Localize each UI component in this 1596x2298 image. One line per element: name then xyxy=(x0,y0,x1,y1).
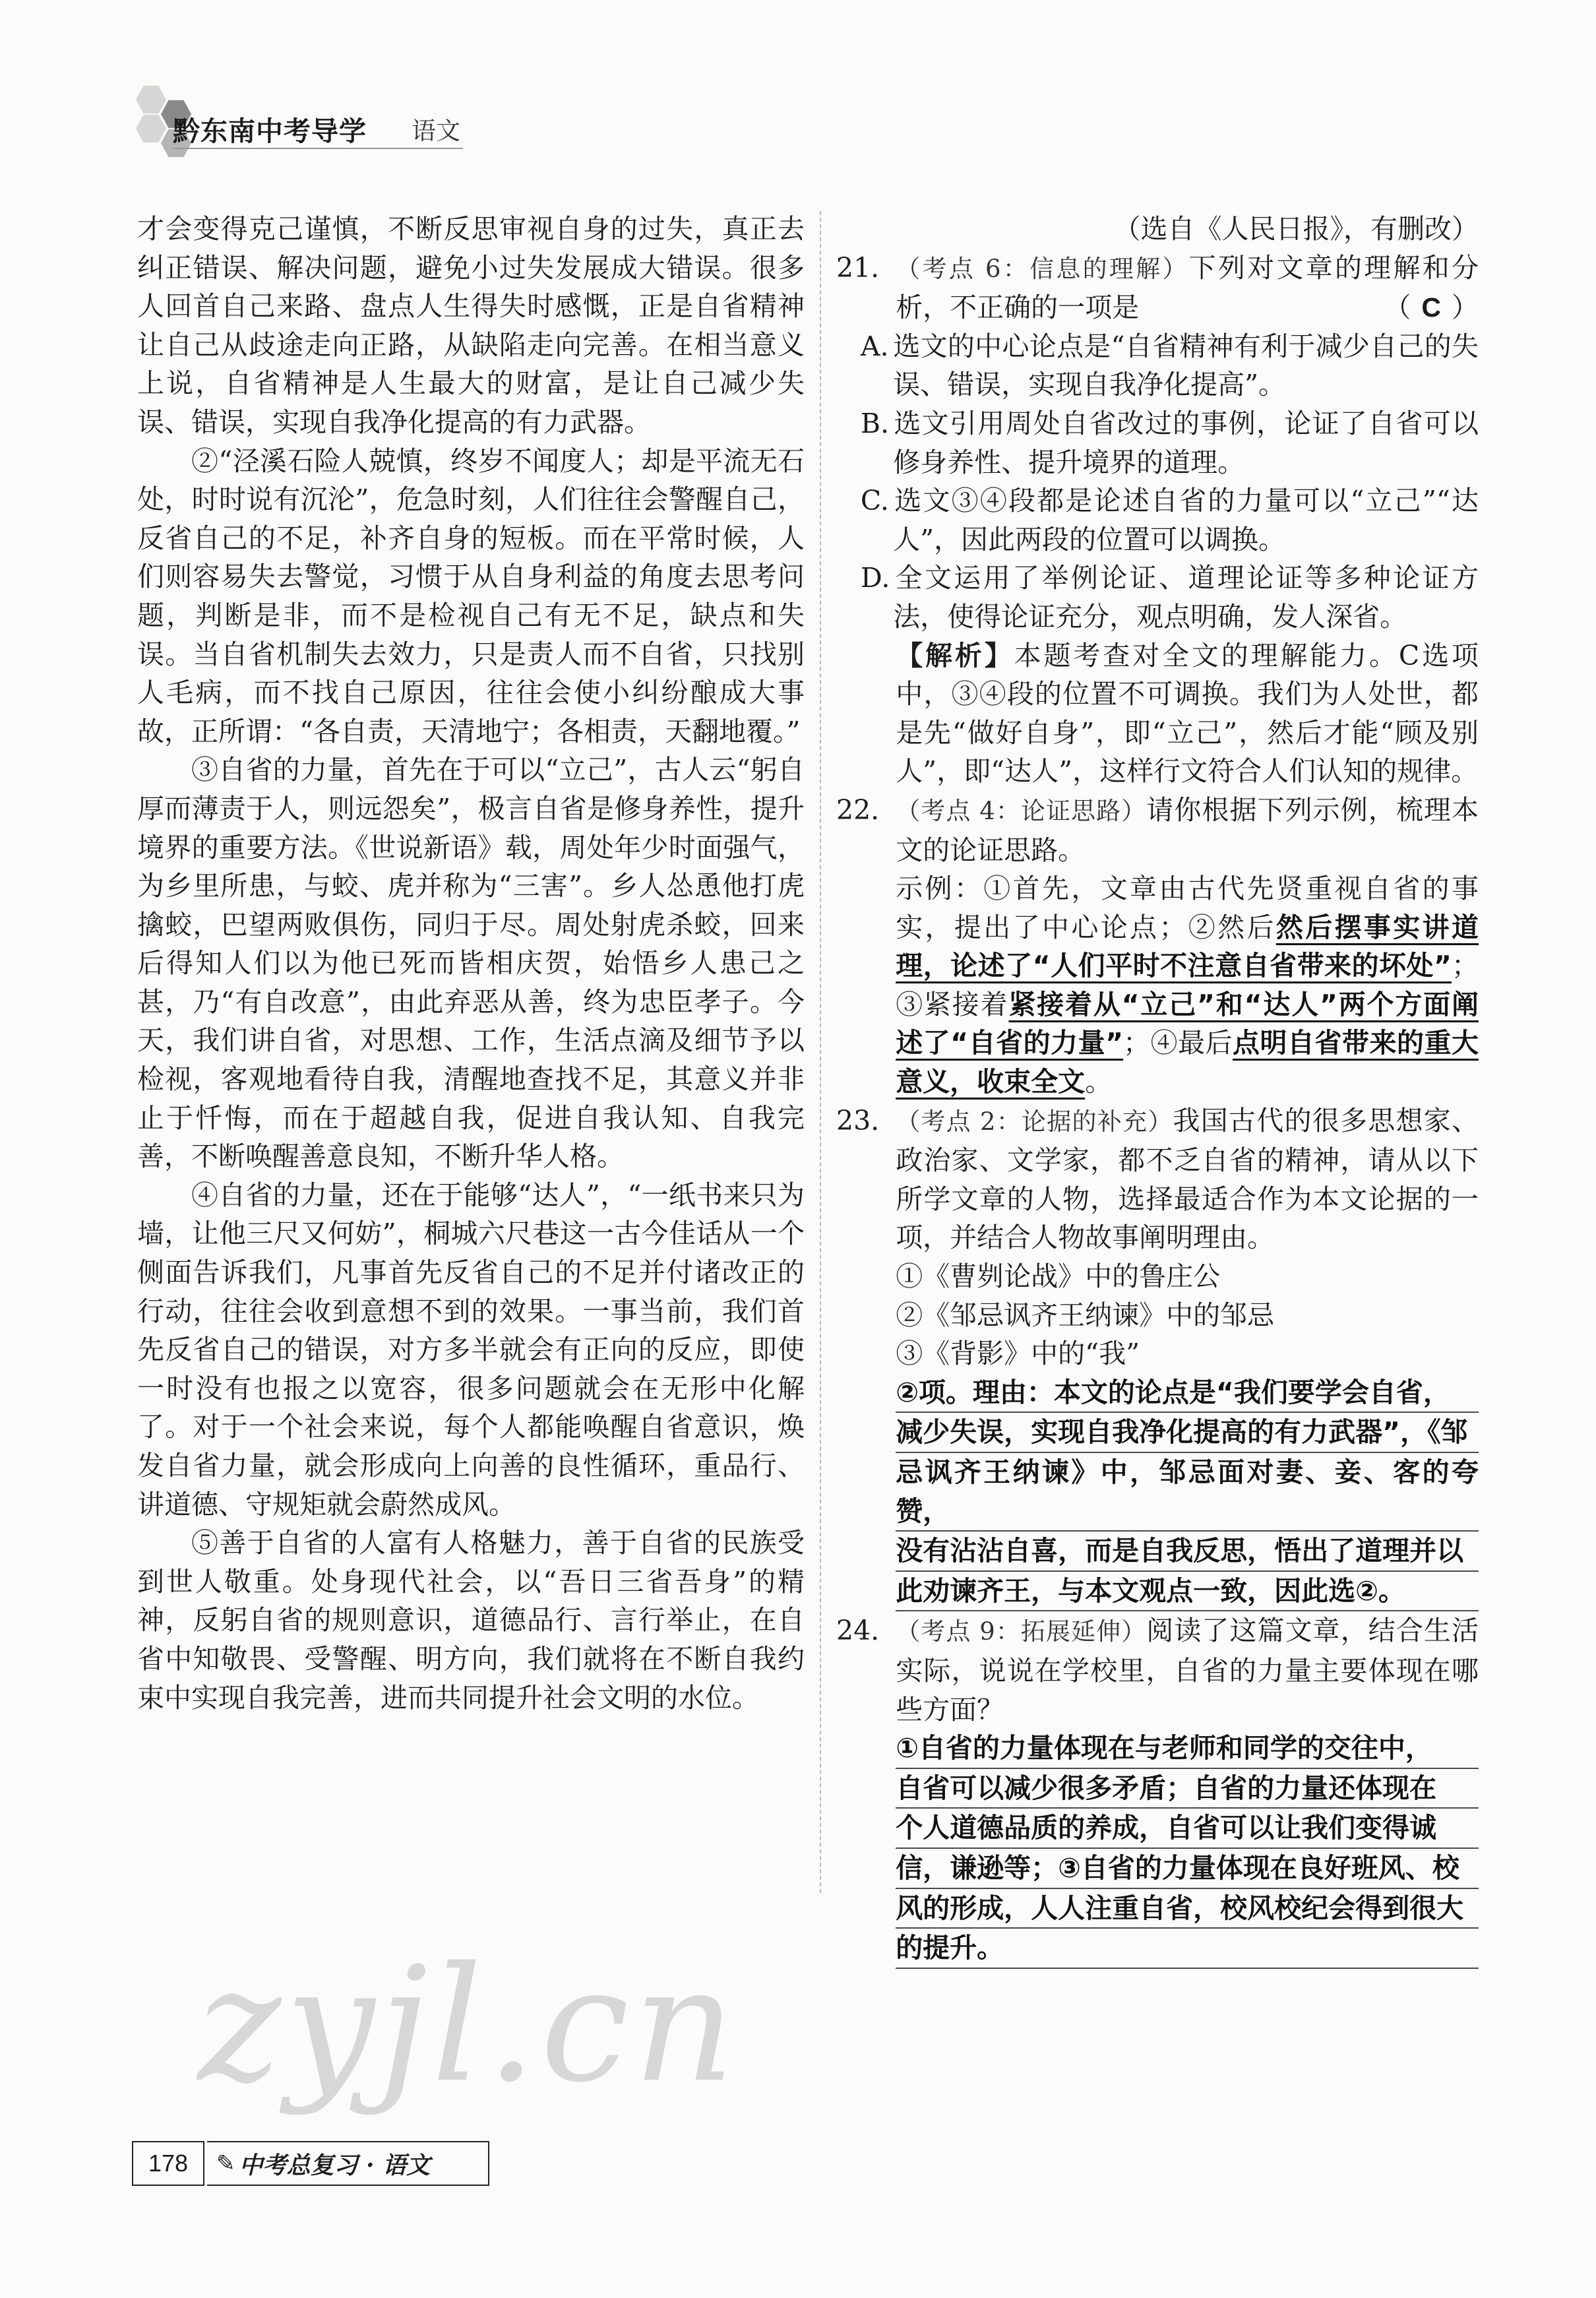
passage-paragraph-3: ③自省的力量，首先在于可以“立己”，古人云“躬自厚而薄责于人，则远怨矣”，极言自省是修身养性，提升境界的重要方法。《世说新语》载，周处年少时面强气，为乡里所患，与蛟、虎并称为“三害”。乡人怂恿他打虎擒蛟，巴望两败俱伤，同归于尽。周处射虎杀蛟，回来后得知人们以为他已死而皆相庆贺，始悟乡人患己之甚，乃“有自改意”，由此弃恶从善，终为忠臣孝子。今天，我们讲自省，对思想、工作，生活点滴及细节予以检视，客观地看待自我，清醒地查找不足，其意义并非止于忏悔，而在于超越自我，促进自我认知、自我完善，不断唤醒善意良知，不断升华人格。 xyxy=(137,754,805,1173)
answer-line: 的提升。 xyxy=(896,1929,1479,1969)
question-24 xyxy=(836,1611,1479,1729)
option-d xyxy=(836,559,1479,636)
column-divider xyxy=(820,211,821,1893)
analysis-text: 本题考查对全文的理解能力。C选项中，③④段的位置不可调换。我们为人处世，都是先“做好自身”，即“立己”，然后才能“顾及别人”，即“达人”，这样行文符合人们认知的规律。 xyxy=(896,639,1479,788)
answer-line: 此劝谏齐王，与本文观点一致，因此选②。 xyxy=(896,1572,1479,1612)
answer-fill-2: 紧接着从“立己”和“达人”两个方面阐述了“自省的力量” xyxy=(896,988,1479,1059)
header-subject: 语文 xyxy=(412,117,460,145)
questions-column xyxy=(836,210,1479,1969)
option-b xyxy=(836,404,1479,481)
bracket-close: ） xyxy=(1452,292,1479,323)
option-label: C. xyxy=(860,485,889,517)
answer-line: 个人道德品质的养成，自省可以让我们变得诚 xyxy=(896,1809,1479,1849)
answer-fill-1: 然后摆事实讲道理，论述了“人们平时不注意自省带来的坏处” xyxy=(896,911,1479,982)
question-stem: 我国古代的很多思想家、政治家、文学家，都不乏自省的精神，请从以下所学文章的人物，选择最适合作为本文论据的一项，并结合人物故事阐明理由。 xyxy=(896,1104,1479,1254)
option-label: B. xyxy=(860,407,890,439)
answer-line: 减少失误，实现自我净化提高的有力武器”，《邹 xyxy=(896,1413,1479,1453)
passage-paragraph-1: 才会变得克己谨慎，不断反思审视自身的过失，真正去纠正错误、解决问题，避免小过失发展成大错误。很多人回首自己来路、盘点人生得失时感慨，正是自省精神让自己从歧途走向正路，从缺陷走向完善。在相当意义上说，自省精神是人生最大的财富，是让自己减少失误、错误，实现自我净化提高的有力武器。 xyxy=(137,213,805,438)
passage-paragraph-5: ⑤善于自省的人富有人格魅力，善于自省的民族受到世人敬重。处身现代社会，以“吾日三省吾身”的精神，反躬自省的规则意识，道德品行、言行举止，在自省中知敬畏、受警醒、明方向，我们就将在不断自我约束中实现自我完善，进而共同提升社会文明的水位。 xyxy=(137,1527,805,1714)
header-divider xyxy=(173,148,463,149)
answer-line: 忌讽齐王纳谏》中，邹忌面对妻、妾、客的夸赞， xyxy=(896,1453,1479,1532)
question-number: 24. xyxy=(836,1615,880,1647)
answer-line: 没有沾沾自喜，而是自我反思，悟出了道理并以 xyxy=(896,1532,1479,1572)
answer-24 xyxy=(896,1729,1479,1969)
passage-column xyxy=(137,210,805,1717)
answer-23 xyxy=(896,1373,1479,1612)
answer-fill-3: 点明自省带来的重大意义，收束全文 xyxy=(896,1027,1479,1098)
option-label: D. xyxy=(860,562,890,594)
footer-text: 中考总复习 · 语文 xyxy=(239,2151,431,2179)
reasoning-example xyxy=(836,869,1479,1102)
option-c xyxy=(836,481,1479,559)
answer-line: 信，谦逊等；③自省的力量体现在良好班风、校 xyxy=(896,1849,1479,1889)
answer-choice: C xyxy=(1421,292,1441,323)
option-text: 选文引用周处自省改过的事例，论证了自省可以修身养性、提升境界的道理。 xyxy=(893,407,1479,478)
option-text: 选文的中心论点是“自省精神有利于减少自己的失误、错误，实现自我净化提高”。 xyxy=(893,330,1479,401)
example-text: ；③紧接着 xyxy=(896,950,1479,1020)
question-tag: （考点 6：信息的理解） xyxy=(896,254,1189,283)
footer-book-title xyxy=(207,2141,489,2186)
analysis-label: 【解析】 xyxy=(896,639,1014,671)
question-number: 23. xyxy=(836,1104,880,1136)
option-a xyxy=(836,327,1479,404)
example-text: ；④最后 xyxy=(1123,1027,1233,1059)
question-stem: 请你根据下列示例，梳理本文的论证思路。 xyxy=(896,793,1479,866)
answer-line: 自省可以减少很多矛盾；自省的力量还体现在 xyxy=(896,1769,1479,1809)
analysis xyxy=(836,637,1479,791)
question-stem: 下列对文章的理解和分析，不正确的一项是 xyxy=(896,251,1479,324)
header-hexagon-icon xyxy=(136,113,166,144)
bracket-open: （ xyxy=(1384,292,1411,323)
passage-paragraph-4: ④自省的力量，还在于能够“达人”，“一纸书来只为墙，让他三尺又何妨”，桐城六尺巷这一古今佳话从一个侧面告诉我们，凡事首先反省自己的不足并付诸改正的行动，往往会收到意想不到的效果。一事当前，我们首先反省自己的错误，对方多半就会有正向的反应，即使一时没有也报之以宽容，很多问题就会在无形中化解了。对于一个社会来说，每个人都能唤醒自省意识，焕发自省力量，就会形成向上向善的良性循环，重品行、讲道德、守规矩就会蔚然成风。 xyxy=(137,1179,805,1520)
watermark-logo: zyjl.cn xyxy=(198,1933,739,2117)
answer-bracket xyxy=(1384,288,1479,327)
question-21 xyxy=(836,249,1479,327)
header-title: 黔东南中考导学 xyxy=(173,115,367,147)
answer-line: ②项。理由：本文的论点是“我们要学会自省， xyxy=(896,1373,1479,1413)
question-number: 21. xyxy=(836,251,880,284)
option-text: 全文运用了举例论证、道理论证等多种论证方法，使得论证充分，观点明确，发人深省。 xyxy=(893,562,1479,633)
question-23 xyxy=(836,1102,1479,1257)
question-number: 22. xyxy=(836,793,880,826)
question-tag: （考点 2：论据的补充） xyxy=(896,1107,1173,1136)
choice-item-3: ③《背影》中的“我” xyxy=(896,1338,1140,1370)
option-label: A. xyxy=(860,330,889,362)
question-stem: 阅读了这篇文章，结合生活实际，说说在学校里，自省的力量主要体现在哪些方面？ xyxy=(896,1615,1479,1725)
example-text: 示例：①首先，文章由古代先贤重视自省的事实，提出了中心论点；②然后 xyxy=(896,873,1479,943)
answer-line: 风的形成，人人注重自省，校风校纪会得到很大 xyxy=(896,1889,1479,1929)
choice-item-1: ①《曹刿论战》中的鲁庄公 xyxy=(896,1260,1221,1293)
question-tag: （考点 9：拓展延伸） xyxy=(896,1617,1147,1646)
page-number: 178 xyxy=(132,2141,204,2186)
question-tag: （考点 4：论证思路） xyxy=(896,796,1147,825)
source-note: （选自《人民日报》，有删改） xyxy=(1113,213,1479,245)
passage-paragraph-2: ②“泾溪石险人兢慎，终岁不闻度人；却是平流无石处，时时说有沉沦”，危急时刻，人们往往会警醒自己，反省自己的不足，补齐自身的短板。而在平常时候，人们则容易失去警觉，习惯于从自身利益的角度去思考问题，判断是非，而不是检视自己有无不足，缺点和失误。当自省机制失去效力，只是责人而不自省，只找别人毛病，而不找自己原因，往往会使小纠纷酿成大事故，正所谓：“各自责，天清地宁；各相责，天翻地覆。” xyxy=(137,445,805,747)
pen-icon: ✎ xyxy=(216,2150,235,2177)
example-text: 。 xyxy=(1085,1066,1113,1098)
header-hexagon-icon xyxy=(136,84,166,115)
choice-item-2: ②《邹忌讽齐王纳谏》中的邹忌 xyxy=(896,1299,1275,1331)
question-22 xyxy=(836,791,1479,869)
option-text: 选文③④段都是论述自省的力量可以“立己”“达人”，因此两段的位置可以调换。 xyxy=(893,485,1479,555)
answer-line: ①自省的力量体现在与老师和同学的交往中， xyxy=(896,1729,1479,1769)
